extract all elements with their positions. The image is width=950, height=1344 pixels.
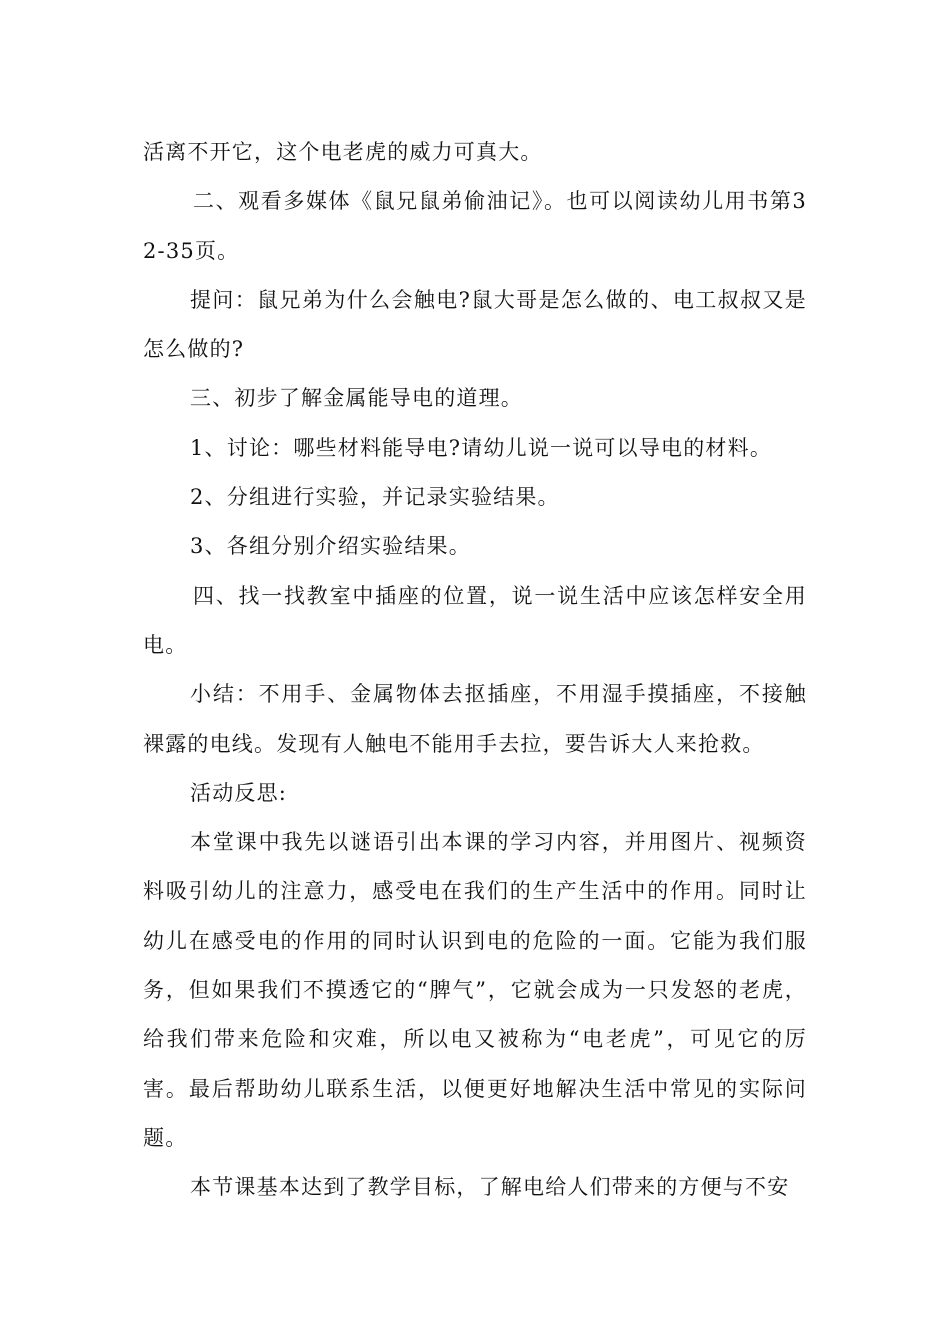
paragraph-reflection-body: 本堂课中我先以谜语引出本课的学习内容，并用图片、视频资料吸引幼儿的注意力，感受电在我们的生产生活中的作用。同时让幼儿在感受电的作用的同时认识到电的危险的一面。它能为我们服务，但如果我们不摸透它的“脾气”，它就会成为一只发怒的老虎，给我们带来危险和灾难，所以电又被称为“电老虎”，可见它的厉害。最后帮助幼儿联系生活，以便更好地解决生活中常见的实际问题。 [143,830,807,1150]
paragraph-discussion: 1、讨论：哪些材料能导电?请幼儿说一说可以导电的材料。 [190,435,773,460]
paragraph-summary: 小结：不用手、金属物体去抠插座，不用湿手摸插座，不接触裸露的电线。发现有人触电不能用手去拉，要告诉大人来抢救。 [143,682,807,756]
paragraph-experiment: 2、分组进行实验，并记录实验结果。 [190,485,560,510]
paragraph-question: 提问：鼠兄弟为什么会触电?鼠大哥是怎么做的、电工叔叔又是怎么做的? [143,287,807,362]
paragraph-group-report: 3、各组分别介绍实验结果。 [190,534,471,559]
document-body [143,128,807,1213]
paragraph-continuation: 活离不开它，这个电老虎的威力可真大。 [143,140,543,164]
paragraph-step-four: 四、找一找教室中插座的位置，说一说生活中应该怎样安全用电。 [143,583,807,657]
heading-reflection: 活动反思: [190,780,288,805]
paragraph-step-three: 三、初步了解金属能导电的道理。 [190,386,523,411]
paragraph-step-two: 二、观看多媒体《鼠兄鼠弟偷油记》。也可以阅读幼儿用书第32-35页。 [143,189,807,263]
paragraph-reflection-end: 本节课基本达到了教学目标，了解电给人们带来的方便与不安 [190,1175,790,1200]
